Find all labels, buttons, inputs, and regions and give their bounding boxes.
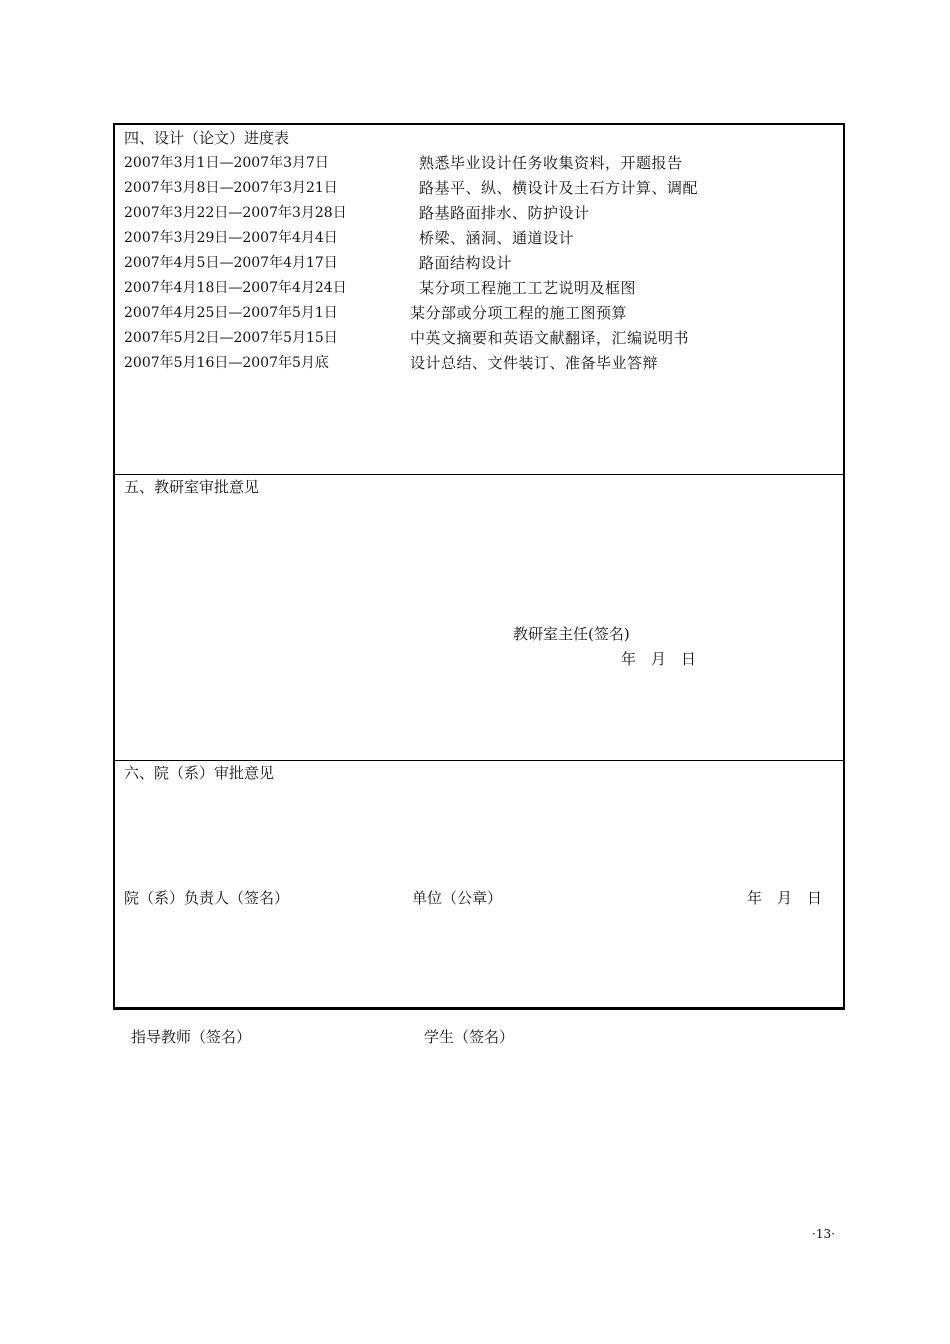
schedule-date: 2007年4月18日—2007年4月24日 (124, 280, 347, 296)
college-seal-label: 单位（公章） (412, 889, 503, 907)
schedule-date: 2007年3月8日—2007年3月21日 (124, 180, 338, 196)
schedule-task: 熟悉毕业设计任务收集资料，开题报告 (419, 154, 683, 172)
department-signer-label: 教研室主任(签名) (513, 625, 630, 643)
schedule-row (124, 328, 839, 353)
schedule-row (124, 228, 839, 253)
schedule-row (124, 303, 839, 328)
schedule-date: 2007年4月25日—2007年5月1日 (124, 305, 338, 321)
schedule-row (124, 203, 839, 228)
college-date-label: 年 月 日 (747, 889, 823, 907)
schedule-task: 中英文摘要和英语文献翻译，汇编说明书 (410, 329, 690, 347)
schedule-row (124, 178, 839, 203)
college-approval-title: 六、院（系）审批意见 (124, 764, 275, 782)
schedule-date: 2007年5月2日—2007年5月15日 (124, 330, 338, 346)
schedule-date: 2007年3月22日—2007年3月28日 (124, 205, 347, 221)
schedule-task: 路基路面排水、防护设计 (419, 204, 590, 222)
schedule-row (124, 278, 839, 303)
student-signature-label: 学生（签名） (424, 1028, 515, 1046)
schedule-row (124, 153, 839, 178)
advisor-signature-label: 指导教师（签名） (131, 1028, 252, 1046)
schedule-date: 2007年5月16日—2007年5月底 (124, 355, 329, 371)
schedule-title: 四、设计（论文）进度表 (124, 129, 290, 147)
department-approval-section (115, 474, 843, 761)
schedule-section (115, 125, 843, 475)
college-signer-label: 院（系）负责人（签名） (124, 889, 290, 907)
schedule-row (124, 253, 839, 278)
college-approval-section (115, 760, 843, 1009)
schedule-task: 路基平、纵、横设计及土石方计算、调配 (419, 179, 699, 197)
schedule-list (124, 153, 839, 378)
department-approval-title: 五、教研室审批意见 (124, 478, 260, 496)
department-date-label: 年 月 日 (621, 650, 697, 668)
schedule-task: 桥梁、涵洞、通道设计 (419, 229, 575, 247)
schedule-date: 2007年3月1日—2007年3月7日 (124, 155, 329, 171)
schedule-task: 路面结构设计 (419, 254, 513, 272)
schedule-task: 设计总结、文件装订、准备毕业答辩 (410, 354, 659, 372)
schedule-task: 某分项工程施工工艺说明及框图 (419, 279, 637, 297)
schedule-date: 2007年3月29日—2007年4月4日 (124, 230, 338, 246)
schedule-row (124, 353, 839, 378)
schedule-task: 某分部或分项工程的施工图预算 (410, 304, 628, 322)
approval-form (113, 123, 845, 1010)
page-number: ·13· (812, 1227, 835, 1241)
schedule-date: 2007年4月5日—2007年4月17日 (124, 255, 338, 271)
